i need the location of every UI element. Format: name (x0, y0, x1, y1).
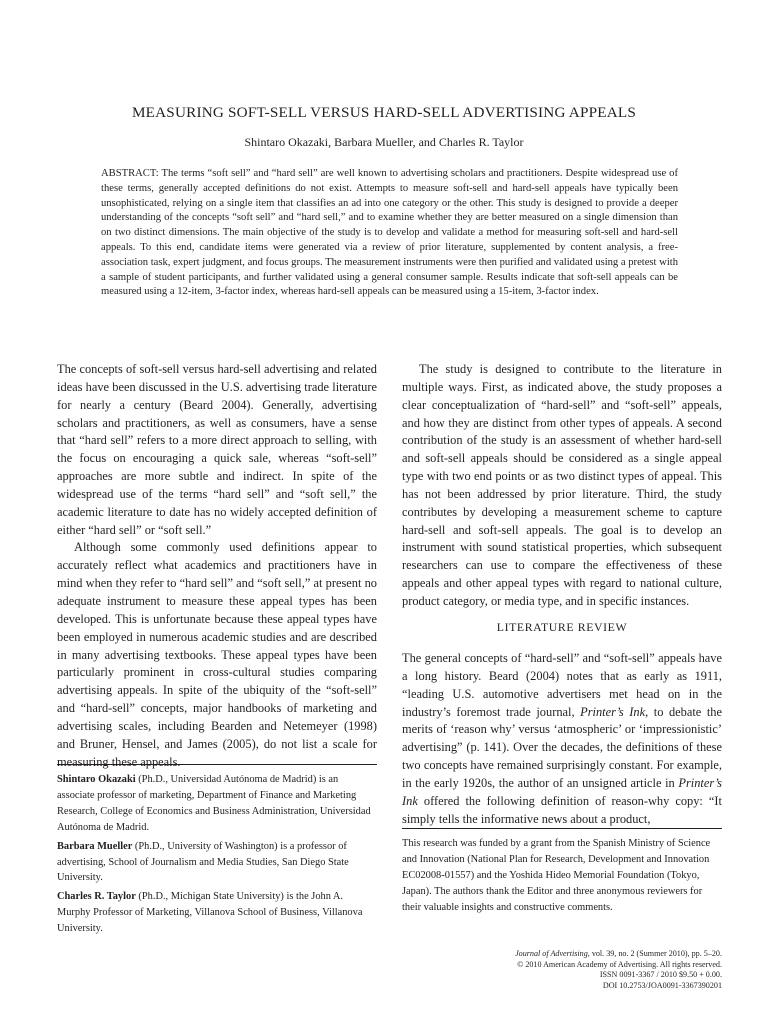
citation-issn: ISSN 0091-3367 / 2010 $9.50 + 0.00. (599, 970, 722, 979)
intro-paragraph-2: Although some commonly used definitions appear to accurately reflect what academics and practitioners have in mind when they refer to “hard sell” and “soft sell,” at present no adequate instrument to measure these appeal types has been developed. This is unfortunate because these appeal types have been employed in numerous academic studies and are described in many advertising textbooks. These appeal types have been particularly prominent in cross-cultural studies comparing advertising appeals. In spite of the ubiquity of the “soft-sell” and “hard-sell” concepts, major handbooks of marketing and advertising scales, including Bearden and Netemeyer (1998) and Bruner, Hensel, and James (2005), do not list a scale for measuring these appeals. (57, 540, 377, 769)
lit-text-b: to debate the merits of ‘reason why’ versus ‘atmospheric’ or ‘impressionistic’ advertising” (p. 141). Over the decades, the definitions of these two concepts have remained surprisingly constant. For example, in the early 1920s, the author of an unsigned article in (402, 704, 723, 790)
bio-name: Shintaro Okazaki (57, 774, 136, 785)
bio-name: Barbara Mueller (57, 840, 133, 852)
footnote-divider-right (402, 828, 722, 829)
bio-name: Charles R. Taylor (57, 891, 136, 903)
journal-citation (402, 949, 722, 991)
abstract: ABSTRACT: The terms “soft sell” and “hard sell” are well known to advertising scholars and practitioners. Despite widespread use of these terms, generally accepted definitions do not exist. Attempts to measure soft-sell and hard-sell appeals have typically been unsophisticated, relying on a single item that classifies an ad into one category or the other. This study is designed to provide a deeper understanding of the concepts “soft sell” and “hard sell,” and to examine whether they are better measured on a single dimension than on two distinct dimensions. The main objective of the study is to develop and validate a method for measuring soft-sell and hard-sell appeals. To this end, candidate items were generated via a review of prior literature, supplemented by content analysis, a free-association task, expert judgment, and focus groups. The measurement instruments were then purified and validated using a pretest with a sample of student participants, and further validated using a general consumer sample. Results indicate that soft-sell appeals can be measured using a 12-item, 3-factor index, whereas hard-sell appeals can be measured using a 15-item, 3-factor index. (101, 168, 678, 298)
citation-copyright: © 2010 American Academy of Advertising. All rights reserved. (517, 959, 722, 969)
contribution-paragraph: The study is designed to contribute to the literature in multiple ways. First, as indicated above, the study proposes a clear conceptualization of “hard-sell” and “soft-sell” appeals, and how they are distinct from other types of appeals. A second contribution of the study is an assessment of whether hard-sell and soft-sell appeals should be considered as a single appeal type with two end points or as two distinct types of appeal. This has not been addressed by prior literature. Third, the study contributes by developing a measurement scheme to capture hard-sell and soft-sell appeals. The goal is to develop an instrument with sound statistical properties, which subsequent researchers can use to compare the effectiveness of these appeals and other appeal types with regard to national culture, product category, or media type, and in specific instances. (402, 362, 722, 608)
citation-issue: vol. 39, no. 2 (Summer 2010), pp. 5–20. (589, 949, 722, 958)
literature-review-body (402, 650, 722, 828)
intro-paragraph-1: The concepts of soft-sell versus hard-sell advertising and related ideas have been discussed in the U.S. advertising trade literature for nearly a century (Beard 2004). Generally, advertising scholars and practitioners, as well as consumers, have a sense that “hard sell” refers to a more direct approach to selling, with the focus on encouraging a quick sale, whereas “soft-sell” approaches are more subtle and indirect. In spite of the widespread use of the terms “hard sell” and “soft sell,” the academic literature to date has no widely accepted definition of either “hard sell” or “soft sell.” (57, 362, 377, 537)
journal-title-printers-ink: Printer’s Ink, (580, 704, 649, 719)
paper-title: MEASURING SOFT-SELL VERSUS HARD-SELL ADVERTISING APPEALS (131, 104, 637, 121)
author-bio (57, 772, 377, 836)
right-column (402, 361, 722, 611)
funding-note (402, 836, 722, 919)
journal-title-printers-ink-2: Printer’s Ink (402, 775, 722, 808)
literature-review-paragraph (402, 650, 722, 828)
author-bios (57, 772, 377, 940)
author-bio (57, 839, 377, 887)
bio-text: (Ph.D., University of Washington) is a professor of advertising, School of Journalism and Media Studies, San Diego State University. (57, 840, 349, 884)
author-bio (57, 889, 377, 937)
lit-text-a: The general concepts of “hard-sell” and “soft-sell” appeals have a long history. Beard (2004) notes that as early as 1911, “leading U.S. automotive advertisers met head on in the industry’s foremost trade journal, (402, 651, 722, 719)
footnote-divider-left (57, 764, 377, 765)
funding-note-text: This research was funded by a grant from the Spanish Ministry of Science and Innovation (National Plan for Research, Development and Innovation EC02008-01557) and the Yoshida Hideo Memorial Foundation (Tokyo, Japan). The authors thank the Editor and three anonymous reviewers for their valuable insights and constructive comments. (402, 838, 711, 913)
author-list: Shintaro Okazaki, Barbara Mueller, and Charles R. Taylor (244, 135, 524, 149)
section-heading-literature-review: LITERATURE REVIEW (496, 620, 628, 634)
bio-text: (Ph.D., Michigan State University) is the John A. Murphy Professor of Marketing, Villanova School of Business, Villanova University. (57, 891, 363, 935)
lit-text-c: offered the following definition of reason-why copy: “It simply tells the informative news about a product, (402, 793, 722, 826)
citation-journal: Journal of Advertising, (515, 949, 590, 958)
citation-journal-line (402, 949, 722, 960)
bio-text: (Ph.D., Universidad Autónoma de Madrid) is an associate professor of marketing, Department of Finance and Marketing Research, College of Economics and Business Administration, Universidad Autónoma de Madrid. (57, 774, 371, 833)
citation-doi: DOI 10.2753/JOA0091-3367390201 (602, 980, 722, 990)
left-column (57, 361, 377, 771)
